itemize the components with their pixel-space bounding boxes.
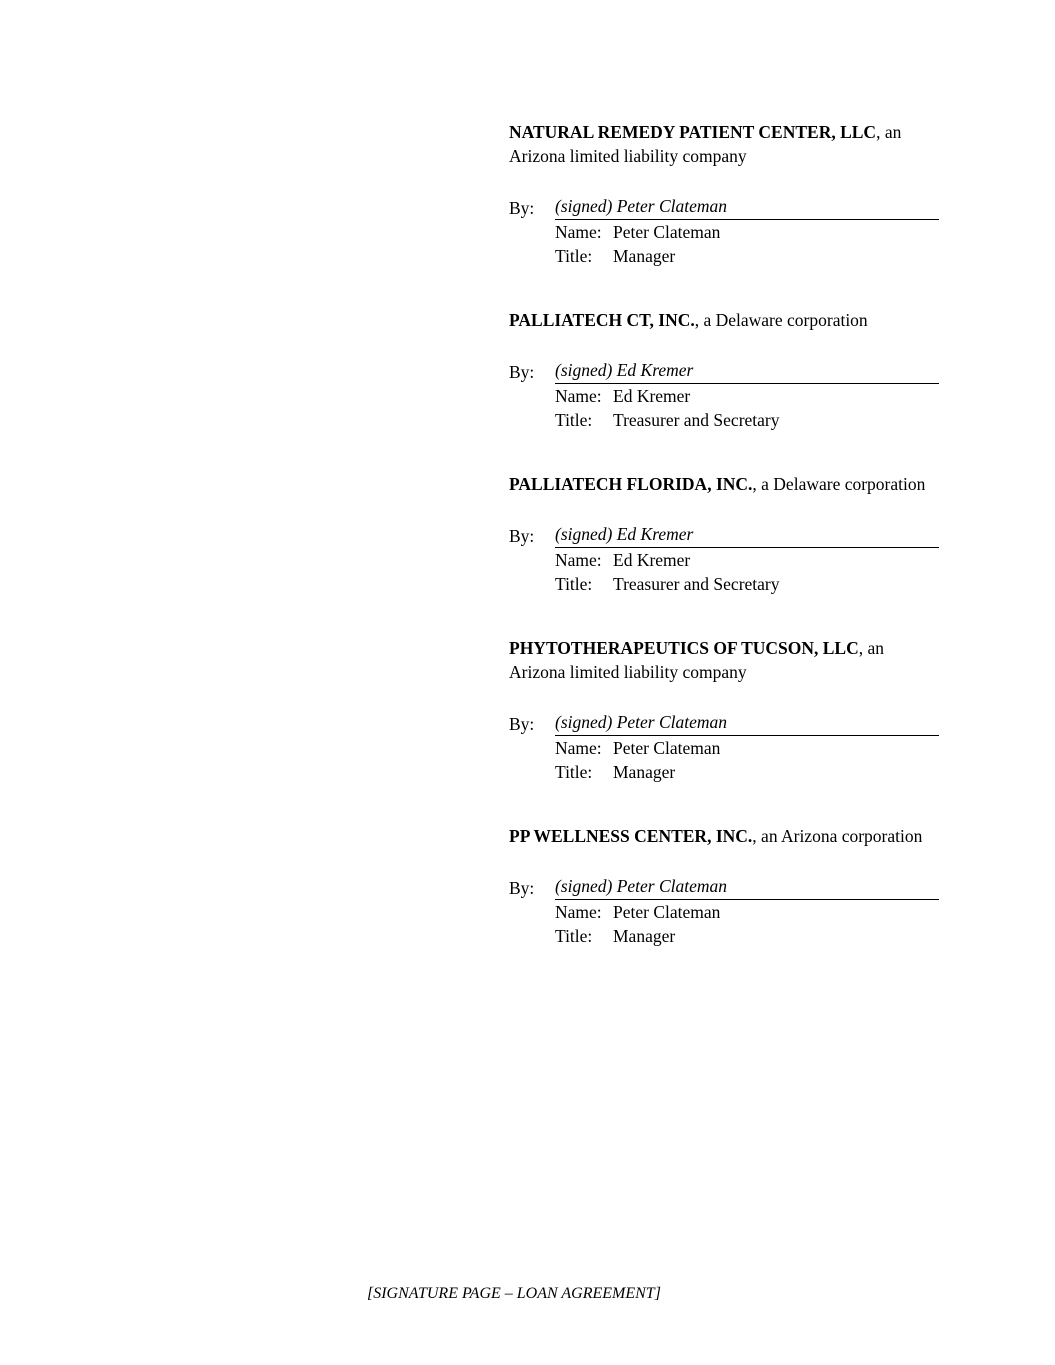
title-label: Title: [555, 246, 593, 266]
signer-title-value: Treasurer and Secretary [613, 574, 780, 594]
party-block [509, 636, 939, 784]
signer-name-row [509, 736, 939, 760]
party-name [509, 308, 939, 332]
name-label: Name: [555, 222, 602, 242]
signer-title-row [509, 244, 939, 268]
party-legal-name: PHYTOTHERAPEUTICS OF TUCSON, LLC [509, 638, 859, 658]
party-block [509, 120, 939, 268]
signer-title-row [509, 924, 939, 948]
signature-text: (signed) Ed Kremer [555, 522, 939, 548]
signature-group [509, 194, 939, 268]
signer-title-value: Manager [613, 246, 676, 266]
party-entity-description: , an Arizona limited liability company [509, 122, 902, 166]
signature-text: (signed) Peter Clateman [555, 874, 939, 900]
page-footer: [SIGNATURE PAGE – LOAN AGREEMENT] [367, 1285, 661, 1302]
signer-name-row [509, 384, 939, 408]
party-legal-name: NATURAL REMEDY PATIENT CENTER, LLC [509, 122, 877, 142]
signature-group [509, 358, 939, 432]
title-label: Title: [555, 762, 593, 782]
party-name [509, 120, 939, 168]
title-label: Title: [555, 574, 593, 594]
signer-name-value: Ed Kremer [613, 386, 691, 406]
signer-name-value: Peter Clateman [613, 222, 721, 242]
by-label: By: [509, 878, 535, 898]
title-label: Title: [555, 410, 593, 430]
name-label: Name: [555, 386, 602, 406]
party-block [509, 308, 939, 432]
party-entity-description: , a Delaware corporation [752, 474, 926, 494]
by-label: By: [509, 362, 535, 382]
signer-title-row [509, 572, 939, 596]
signature-group [509, 710, 939, 784]
signature-line [509, 358, 939, 384]
name-label: Name: [555, 550, 602, 570]
signature-line [509, 194, 939, 220]
signer-name-row [509, 548, 939, 572]
signer-name-value: Peter Clateman [613, 738, 721, 758]
signature-text: (signed) Ed Kremer [555, 358, 939, 384]
title-label: Title: [555, 926, 593, 946]
by-label: By: [509, 526, 535, 546]
party-entity-description: , an Arizona corporation [752, 826, 923, 846]
signature-line [509, 710, 939, 736]
by-label: By: [509, 198, 535, 218]
signature-line [509, 522, 939, 548]
signer-title-row [509, 408, 939, 432]
party-block [509, 824, 939, 948]
signature-group [509, 874, 939, 948]
party-entity-description: , an Arizona limited liability company [509, 638, 885, 682]
signer-name-value: Ed Kremer [613, 550, 691, 570]
signature-line [509, 874, 939, 900]
party-name [509, 824, 939, 848]
signer-title-row [509, 760, 939, 784]
party-legal-name: PP WELLNESS CENTER, INC. [509, 826, 753, 846]
signature-group [509, 522, 939, 596]
party-legal-name: PALLIATECH CT, INC. [509, 310, 695, 330]
party-block [509, 472, 939, 596]
signer-name-row [509, 220, 939, 244]
signer-name-value: Peter Clateman [613, 902, 721, 922]
party-name [509, 636, 939, 684]
name-label: Name: [555, 738, 602, 758]
name-label: Name: [555, 902, 602, 922]
signer-title-value: Treasurer and Secretary [613, 410, 780, 430]
signer-title-value: Manager [613, 926, 676, 946]
signature-block-container [509, 120, 939, 988]
by-label: By: [509, 714, 535, 734]
signature-text: (signed) Peter Clateman [555, 710, 939, 736]
party-name [509, 472, 939, 496]
signature-text: (signed) Peter Clateman [555, 194, 939, 220]
signer-title-value: Manager [613, 762, 676, 782]
party-entity-description: , a Delaware corporation [694, 310, 868, 330]
party-legal-name: PALLIATECH FLORIDA, INC. [509, 474, 753, 494]
signer-name-row [509, 900, 939, 924]
